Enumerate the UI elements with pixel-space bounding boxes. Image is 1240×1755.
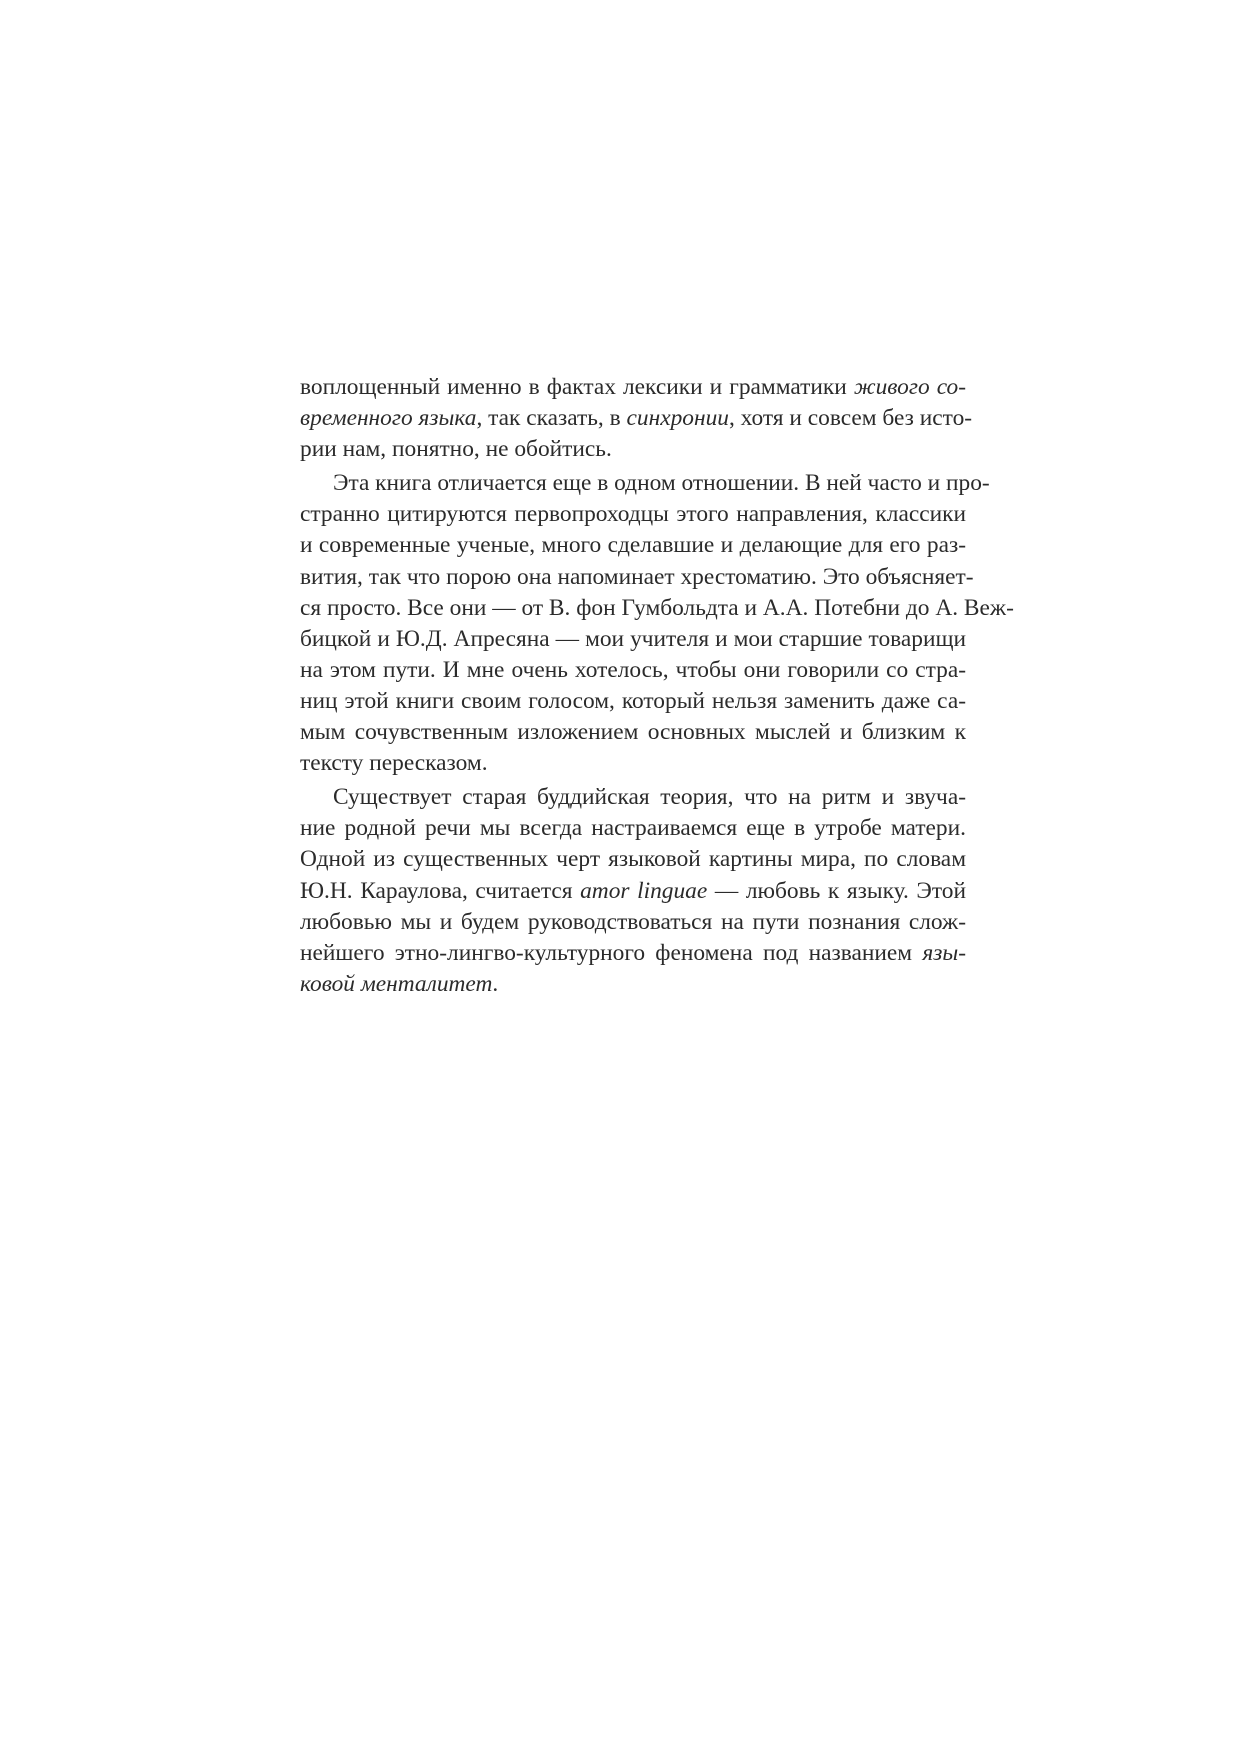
text-segment: , так сказать, в (476, 405, 627, 432)
text-segment: ние родной речи мы всегда настраиваемся еще в утробе матери. (300, 815, 966, 842)
text-segment: Ю.Н. Караулова, считается (300, 877, 581, 904)
text-line (300, 938, 966, 969)
text-segment: и современные ученые, много сделавшие и делающие для его раз- (300, 532, 966, 559)
italic-text: язы- (922, 939, 966, 966)
text-segment: странно цитируются первопроходцы этого направления, классики (300, 501, 966, 528)
italic-text: временного языка (300, 405, 477, 432)
text-line (300, 593, 1014, 624)
text-line (300, 717, 966, 748)
text-segment: Одной из существенных черт языковой картины мира, по словам (300, 846, 966, 873)
text-segment: рии нам, понятно, не обойтись. (300, 436, 612, 463)
text-segment: нейшего этно-лингво-культурного феномена под названием (300, 939, 923, 966)
text-line (300, 434, 966, 465)
text-segment: , хотя и совсем без исто- (728, 405, 973, 432)
text-line (300, 530, 966, 561)
text-line (300, 562, 974, 593)
text-segment: бицкой и Ю.Д. Апресяна — мои учителя и мои старшие товарищи (300, 625, 966, 652)
paragraph (300, 782, 966, 1000)
text-line (300, 499, 966, 530)
italic-text: amor linguae (580, 877, 708, 904)
text-line (300, 655, 966, 686)
text-line (300, 813, 966, 844)
text-line (300, 403, 973, 434)
text-line (300, 468, 990, 499)
text-segment: мым сочувственным изложением основных мыслей и близким к (300, 719, 966, 746)
italic-text: синхронии (626, 405, 729, 432)
text-segment: вития, так что порою она напоминает хрестоматию. Это объясняет- (300, 563, 974, 590)
text-line (300, 907, 966, 938)
text-segment: ся просто. Все они — от В. фон Гумбольдта и А.А. Потебни до А. Веж- (300, 594, 1014, 621)
text-line (300, 686, 966, 717)
text-segment: Существует старая буддийская теория, что на ритм и звуча- (333, 784, 966, 811)
text-line (300, 372, 966, 403)
paragraph (300, 372, 973, 465)
text-segment: тексту пересказом. (300, 750, 488, 777)
text-line (300, 748, 966, 779)
text-line (300, 844, 966, 875)
text-segment: — любовь к языку. Этой (707, 877, 966, 904)
text-segment: . (492, 970, 499, 997)
text-line (300, 782, 966, 813)
text-line (300, 624, 966, 655)
text-line (300, 876, 966, 907)
paragraph (300, 468, 1014, 779)
book-page-text (300, 372, 1014, 1000)
text-segment: воплощенный именно в фактах лексики и грамматики (300, 374, 854, 400)
text-segment: ниц этой книги своим голосом, который нельзя заменить даже са- (300, 687, 966, 714)
text-line (300, 969, 966, 1000)
italic-text: ковой менталитет (300, 970, 493, 997)
italic-text: живого со- (853, 374, 966, 400)
text-segment: любовью мы и будем руководствоваться на пути познания слож- (300, 908, 966, 935)
text-segment: Эта книга отличается еще в одном отношении. В ней часто и про- (333, 470, 990, 497)
text-segment: на этом пути. И мне очень хотелось, чтобы они говорили со стра- (300, 656, 966, 683)
